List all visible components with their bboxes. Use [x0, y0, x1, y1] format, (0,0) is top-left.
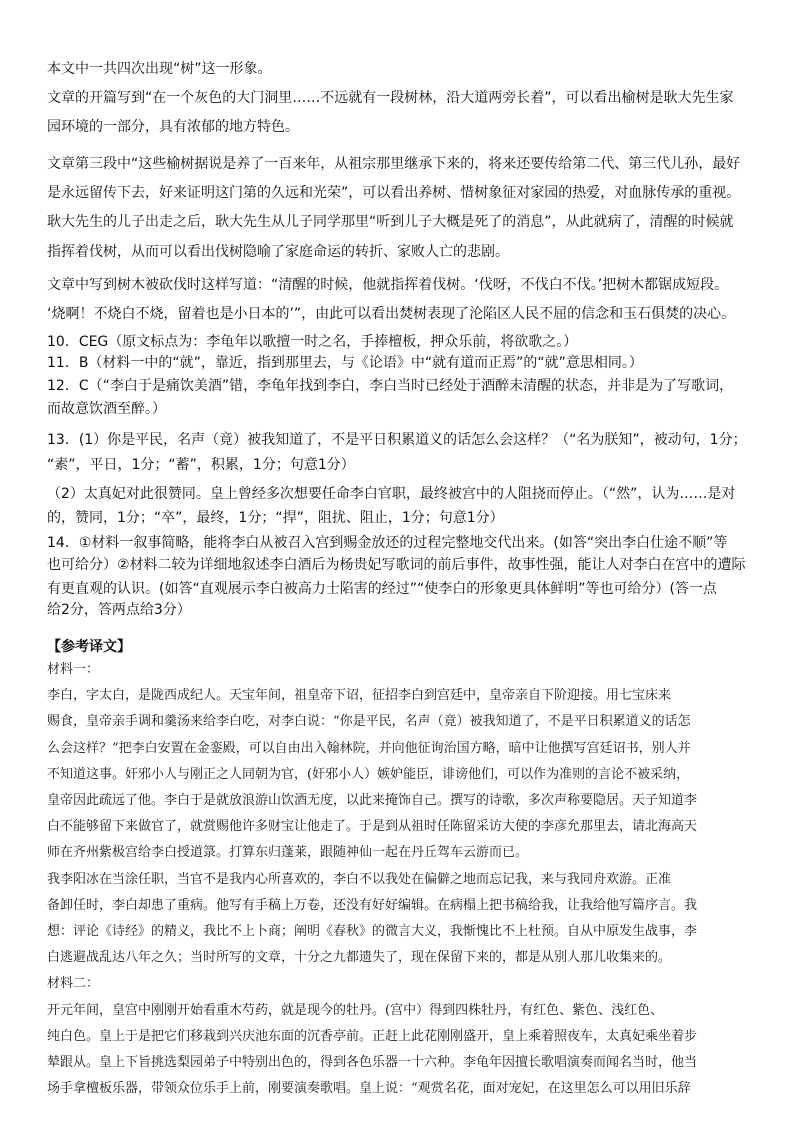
answer-line: 12．C（“李白于是痛饮美酒”错，李龟年找到李白，李白当时已经处于酒醉未清醒的状态，并非是为了写歌词， — [47, 378, 734, 394]
answer-line: 文章中写到树木被砍伐时这样写道：“清醒的时候，他就指挥着伐树。‘伐呀，不伐白不伐。’把树木都锯成短段。 — [47, 277, 729, 293]
translation-line: 开元年间，皇宫中刚刚开始看重木芍药，就是现今的牡丹。(宫中）得到四株牡丹，有红色、紫色、浅红色、 — [47, 1003, 664, 1018]
answer-line: 也可给分）②材料二较为详细地叙述李白酒后为杨贵妃写歌词的前后事件，故事性强，能让人对李白在宫中的遭际 — [47, 557, 746, 573]
answer-line: 10．CEG（原文标点为：李龟年以歌擅一时之名，手捧檀板，押众乐前，将欲歌之。） — [47, 334, 578, 350]
translation-line: 师在齐州紫极宫给李白授道箓。打算东归蓬莱，跟随神仙一起在丹丘驾车云游而已。 — [47, 845, 529, 860]
translation-line: 我李阳冰在当涂任职，当官不是我内心所喜欢的，李白不以我处在偏僻之地而忘记我，来与我同舟欢游。正准 — [47, 872, 672, 887]
answer-line: 给2分，答两点给3分） — [47, 602, 191, 618]
translation-line: 白逃避战乱达八年之久；当时所写的文章，十分之九都遗失了，现在保留下来的，都是从别人那儿收集来的。 — [47, 950, 672, 965]
answer-line: 指挥着伐树，从而可以看出伐树隐喻了家庭命运的转折、家败人亡的悲剧。 — [47, 244, 509, 260]
translation-line: 场手拿檀板乐器，带领众位乐手上前，刚要演奏歌唱。皇上说：“观赏名花，面对宠妃，在这里怎么可以用旧乐辞 — [47, 1081, 691, 1096]
answer-line: 文章的开篇写到“在一个灰色的大门洞里……不远就有一段树林，沿大道两旁长着”，可以看出榆树是耿大先生家 — [47, 90, 734, 106]
translation-line: 备卸任时，李白却患了重病。他写有手稿上万卷，还没有好好编辑。在病榻上把书稿给我，让我给他写篇序言。我 — [47, 898, 698, 913]
translation-line: 白不能够留下来做官了，就赏赐他许多财宝让他走了。于是到从祖时任陈留采访大使的李彦允那里去，请北海高天 — [47, 819, 698, 834]
translation-line: 不知道这事。奸邪小人与刚正之人同朝为官，(奸邪小人）嫉妒能臣，诽谤他们，可以作为准则的言论不被采纳， — [47, 767, 690, 782]
translation-line: 皇帝因此疏远了他。李白于是就放浪游山饮酒无度，以此来掩饰自己。撰写的诗歌，多次声称要隐居。天子知道李 — [47, 793, 698, 808]
translation-line: 么会这样？”把李白安置在金銮殿，可以自由出入翰林院，并向他征询治国方略，暗中让他撰写宫廷诏书，别人并 — [47, 741, 691, 756]
translation-line: 材料一： — [47, 662, 100, 677]
translation-line: 想：评论《诗经》的精义，我比不上卜商；阐明《春秋》的微言大义，我惭愧比不上杜预。自从中原发生战事，李 — [47, 924, 698, 939]
answer-line: 文章第三段中“这些榆树据说是养了一百来年，从祖宗那里继承下来的，将来还要传给第二代、第三代儿孙，最好 — [47, 156, 741, 172]
answer-line: “素”，平日，1分；“蓄”，积累，1分；句意1分） — [47, 457, 355, 473]
answer-line: 是永远留传下去，好来证明这门第的久远和光荣”，可以看出养树、惜树象征对家园的热爱，对血脉传承的重视。 — [47, 185, 741, 201]
answer-line: 园环境的一部分，具有浓郁的地方特色。 — [47, 119, 299, 135]
answer-line: 有更直观的认识。(如答“直观展示李白被高力士陷害的经过”“使李白的形象更具体鲜明”等也可给分）(答一点 — [47, 581, 717, 597]
translation-line: 材料二： — [47, 976, 100, 991]
section-heading: 【参考译文】 — [47, 639, 131, 655]
answer-line: ‘烧啊！不烧白不烧，留着也是小日本的’”，由此可以看出焚树表现了沦陷区人民不屈的信念和玉石俱焚的决心。 — [47, 306, 736, 322]
answer-line: 本文中一共四次出现“树”这一形象。 — [47, 61, 272, 77]
translation-line: 纯白色。皇上于是把它们移栽到兴庆池东面的沉香亭前。正赶上此花刚刚盛开，皇上乘着照夜车，太真妃乘坐着步 — [47, 1029, 698, 1044]
translation-line: 赐食，皇帝亲手调和羹汤来给李白吃，对李白说：“你是平民，名声（竟）被我知道了，不是平日积累道义的话怎 — [47, 714, 691, 729]
translation-line: 辇跟从。皇上下旨挑选梨园弟子中特别出色的，得到各色乐器一十六种。李龟年因擅长歌唱演奏而闻名当时，他当 — [47, 1055, 698, 1070]
answer-line: （2）太真妃对此很赞同。皇上曾经多次想要任命李白官职，最终被宫中的人阻挠而停止。（“然”，认为……是对 — [47, 486, 736, 502]
answer-line: 11．B（材料一中的“就”，靠近，指到那里去，与《论语》中“就有道而正焉”的“就”意思相同。） — [47, 355, 643, 371]
translation-line: 李白，字太白，是陇西成纪人。天宝年间，祖皇帝下诏，征招李白到宫廷中，皇帝亲自下阶迎接。用七宝床来 — [47, 688, 672, 703]
answer-line: 14．①材料一叙事简略，能将李白从被召入宫到赐金放还的过程完整地交代出来。(如答“突出李白仕途不顺”等 — [47, 535, 728, 551]
answer-line: 耿大先生的儿子出走之后，耿大先生从儿子同学那里“听到儿子大概是死了的消息”，从此就病了，清醒的时候就 — [47, 214, 734, 230]
answer-line: 而故意饮酒至醉。） — [47, 401, 166, 417]
answer-line: 的，赞同，1分；“卒”，最终，1分；“捍”，阻扰、阻止，1分；句意1分） — [47, 510, 504, 526]
answer-line: 13．(1）你是平民，名声（竟）被我知道了，不是平日积累道义的话怎么会这样？（“名为朕知”，被动句，1分； — [47, 432, 747, 448]
